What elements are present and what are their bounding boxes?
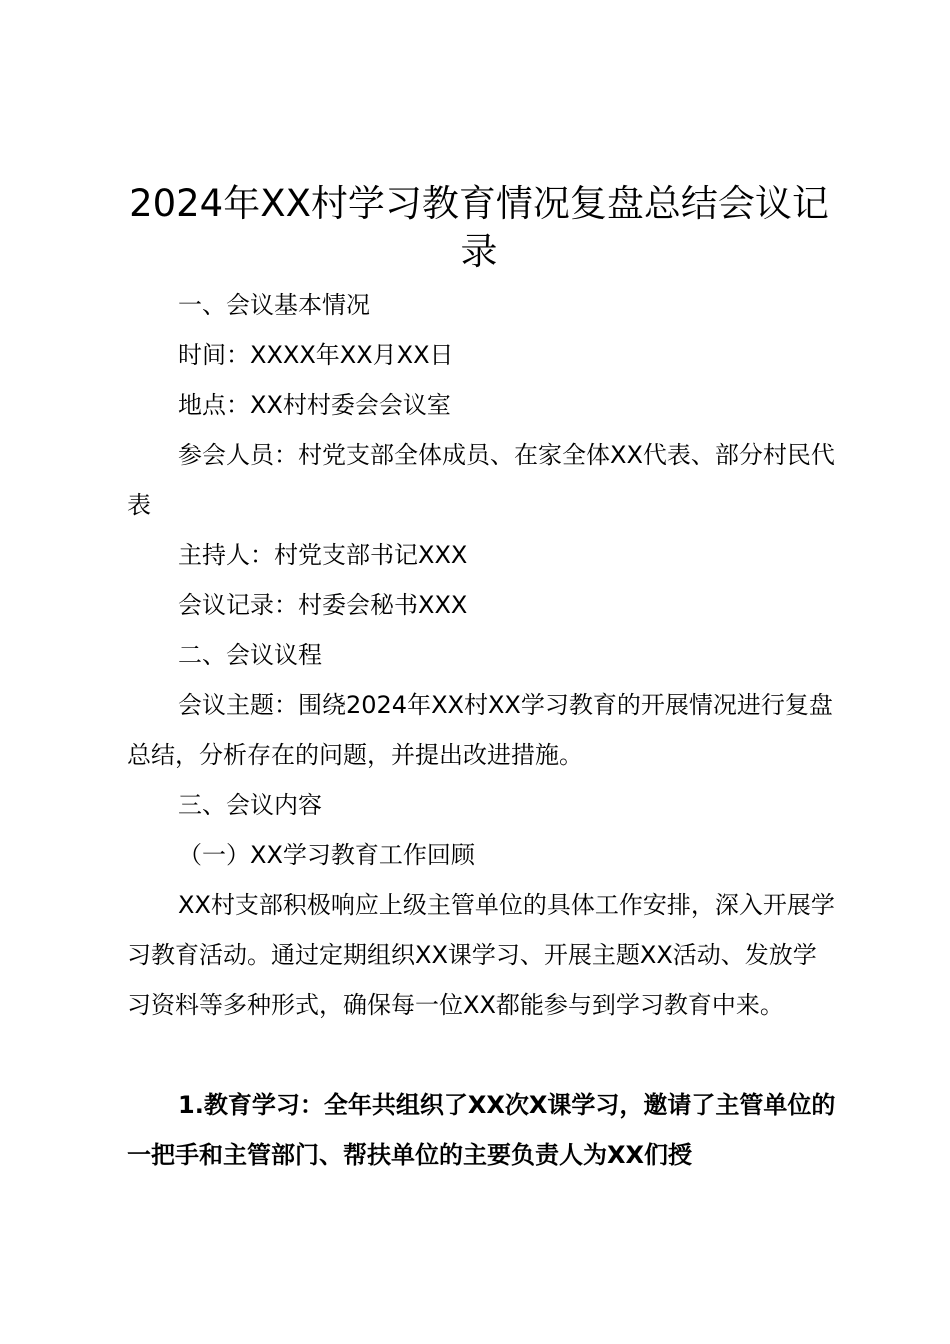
education-study-paragraph: 1.教育学习：全年共组织了XX次X课学习，邀请了主管单位的一把手和主管部门、帮扶单位的主要负责人为XX们授 <box>127 1091 836 1169</box>
section-heading-content: 三、会议内容 <box>178 791 322 819</box>
document-title: 2024年XX村学习教育情况复盘总结会议记录 <box>129 182 829 273</box>
meeting-recorder: 会议记录：村委会秘书XXX <box>178 591 468 619</box>
section-heading-agenda: 二、会议议程 <box>178 641 322 669</box>
subsection-heading-review: （一）XX学习教育工作回顾 <box>178 841 475 869</box>
meeting-host: 主持人：村党支部书记XXX <box>178 541 468 569</box>
section-heading-basic-info: 一、会议基本情况 <box>178 291 370 319</box>
meeting-theme: 会议主题：围绕2024年XX村XX学习教育的开展情况进行复盘总结，分析存在的问题，并提出改进措施。 <box>127 691 833 769</box>
review-paragraph: XX村支部积极响应上级主管单位的具体工作安排，深入开展学习教育活动。通过定期组织XX课学习、开展主题XX活动、发放学习资料等多种形式，确保每一位XX都能参与到学习教育中来。 <box>127 891 835 1019</box>
meeting-location: 地点：XX村村委会会议室 <box>178 391 451 419</box>
meeting-attendees: 参会人员：村党支部全体成员、在家全体XX代表、部分村民代表 <box>127 441 835 519</box>
meeting-time: 时间：XXXX年XX月XX日 <box>178 341 454 369</box>
